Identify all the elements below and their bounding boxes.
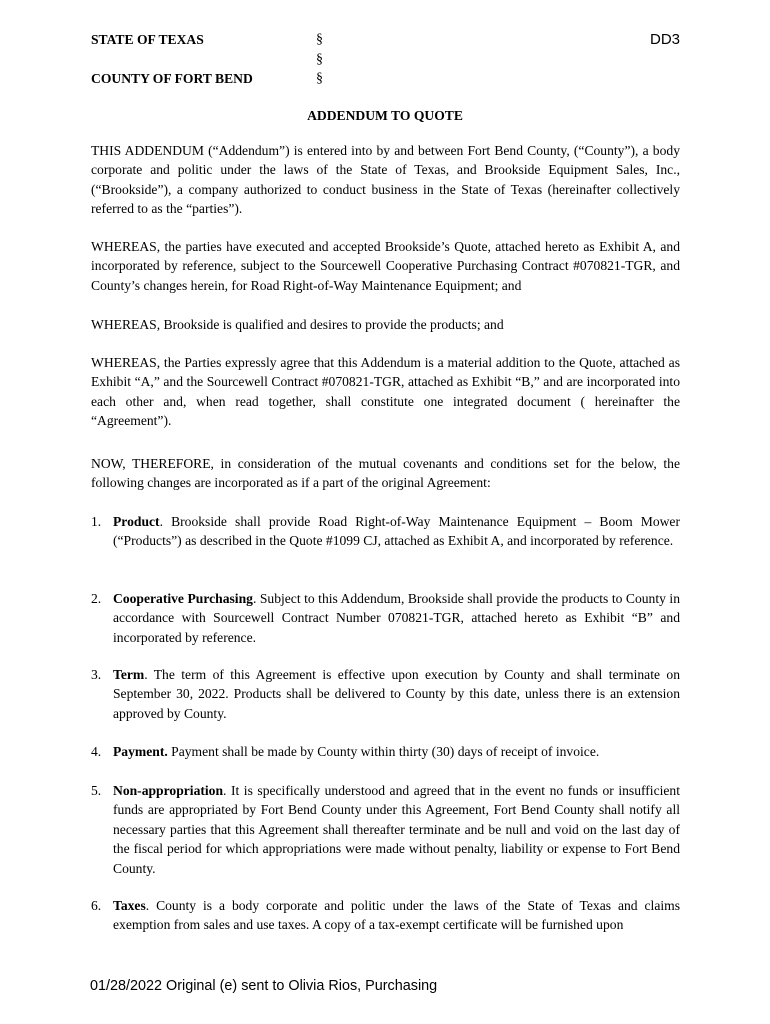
section-symbol: § — [316, 32, 323, 47]
footer-note: 01/28/2022 Original (e) sent to Olivia Rios, Purchasing — [90, 978, 438, 994]
list-item — [91, 665, 680, 723]
whereas-paragraph: WHEREAS, the parties have executed and accepted Brookside’s Quote, attached hereto as Exhibit A, and incorporated by reference, subject to the Sourcewell Cooperative Purchasing Contract #070821-TGR, and County’s changes herein, for Road Right-of-Way Maintenance Equipment; and — [91, 239, 680, 293]
page-title: ADDENDUM TO QUOTE — [307, 108, 463, 123]
item-number: 6. — [91, 898, 102, 913]
list-item — [91, 781, 680, 878]
item-heading: Taxes — [113, 898, 146, 913]
state-label: STATE OF TEXAS — [91, 32, 204, 47]
item-number: 5. — [91, 783, 102, 798]
item-text: . Brookside shall provide Road Right-of-Way Maintenance Equipment – Boom Mower (“Products”) as described in the Quote #1099 CJ, attached as Exhibit A, and incorporated by reference. — [113, 514, 680, 549]
item-heading: Term — [113, 667, 145, 682]
list-item — [91, 512, 680, 551]
item-number: 4. — [91, 744, 102, 759]
now-therefore-paragraph: NOW, THEREFORE, in consideration of the mutual covenants and conditions set for the below, the following changes are incorporated as if a part of the original Agreement: — [91, 456, 680, 491]
item-heading: Cooperative Purchasing — [113, 591, 253, 606]
list-item — [91, 896, 680, 935]
item-number: 3. — [91, 667, 102, 682]
whereas-paragraph: WHEREAS, Brookside is qualified and desires to provide the products; and — [91, 317, 504, 332]
item-heading: Non-appropriation — [113, 783, 224, 798]
item-text: . County is a body corporate and politic under the laws of the State of Texas and claims exemption from sales and use taxes. A copy of a tax-exempt certificate will be furnished upon — [113, 898, 680, 933]
item-heading: Product — [113, 514, 160, 529]
intro-paragraph: THIS ADDENDUM (“Addendum”) is entered into by and between Fort Bend County, (“County”), a body corporate and politic under the laws of the State of Texas, and Brookside Equipment Sales, Inc., (“Brookside”), a company authorized to conduct business in the State of Texas (hereinafter collectively referred to as the “parties”). — [91, 143, 680, 217]
section-symbol: § — [316, 71, 323, 86]
county-label: COUNTY OF FORT BEND — [91, 71, 253, 86]
item-text: . It is specifically understood and agreed that in the event no funds or insufficient funds are appropriated by Fort Bend County under this Agreement, Fort Bend County shall notify all necessary parties that this Agreement shall thereafter terminate and be null and void on the last day of the fiscal period for which appropriations were made without penalty, liability or expense to Fort Bend County. — [113, 783, 680, 876]
whereas-paragraph: WHEREAS, the Parties expressly agree that this Addendum is a material addition to the Quote, attached as Exhibit “A,” and the Sourcewell Contract #070821-TGR, attached as Exhibit “B,” and are incorporated into each other and, when read together, shall constitute one integrated document ( hereinafter the “Agreement”). — [91, 355, 680, 429]
list-item — [91, 589, 680, 647]
item-number: 2. — [91, 591, 102, 606]
item-text: . Subject to this Addendum, Brookside shall provide the products to County in accordance with Sourcewell Contract Number 070821-TGR, attached hereto as Exhibit “B” and incorporated by reference. — [113, 591, 680, 645]
item-number: 1. — [91, 514, 102, 529]
item-text: Payment shall be made by County within thirty (30) days of receipt of invoice. — [167, 744, 600, 759]
list-item — [91, 742, 680, 761]
document-id: DD3 — [650, 31, 681, 48]
section-symbol: § — [316, 52, 323, 67]
item-text: . The term of this Agreement is effective upon execution by County and shall terminate on September 30, 2022. Products shall be delivered to County by this date, unless there is an extension approved by County. — [113, 667, 680, 721]
item-heading: Payment. — [113, 744, 168, 759]
